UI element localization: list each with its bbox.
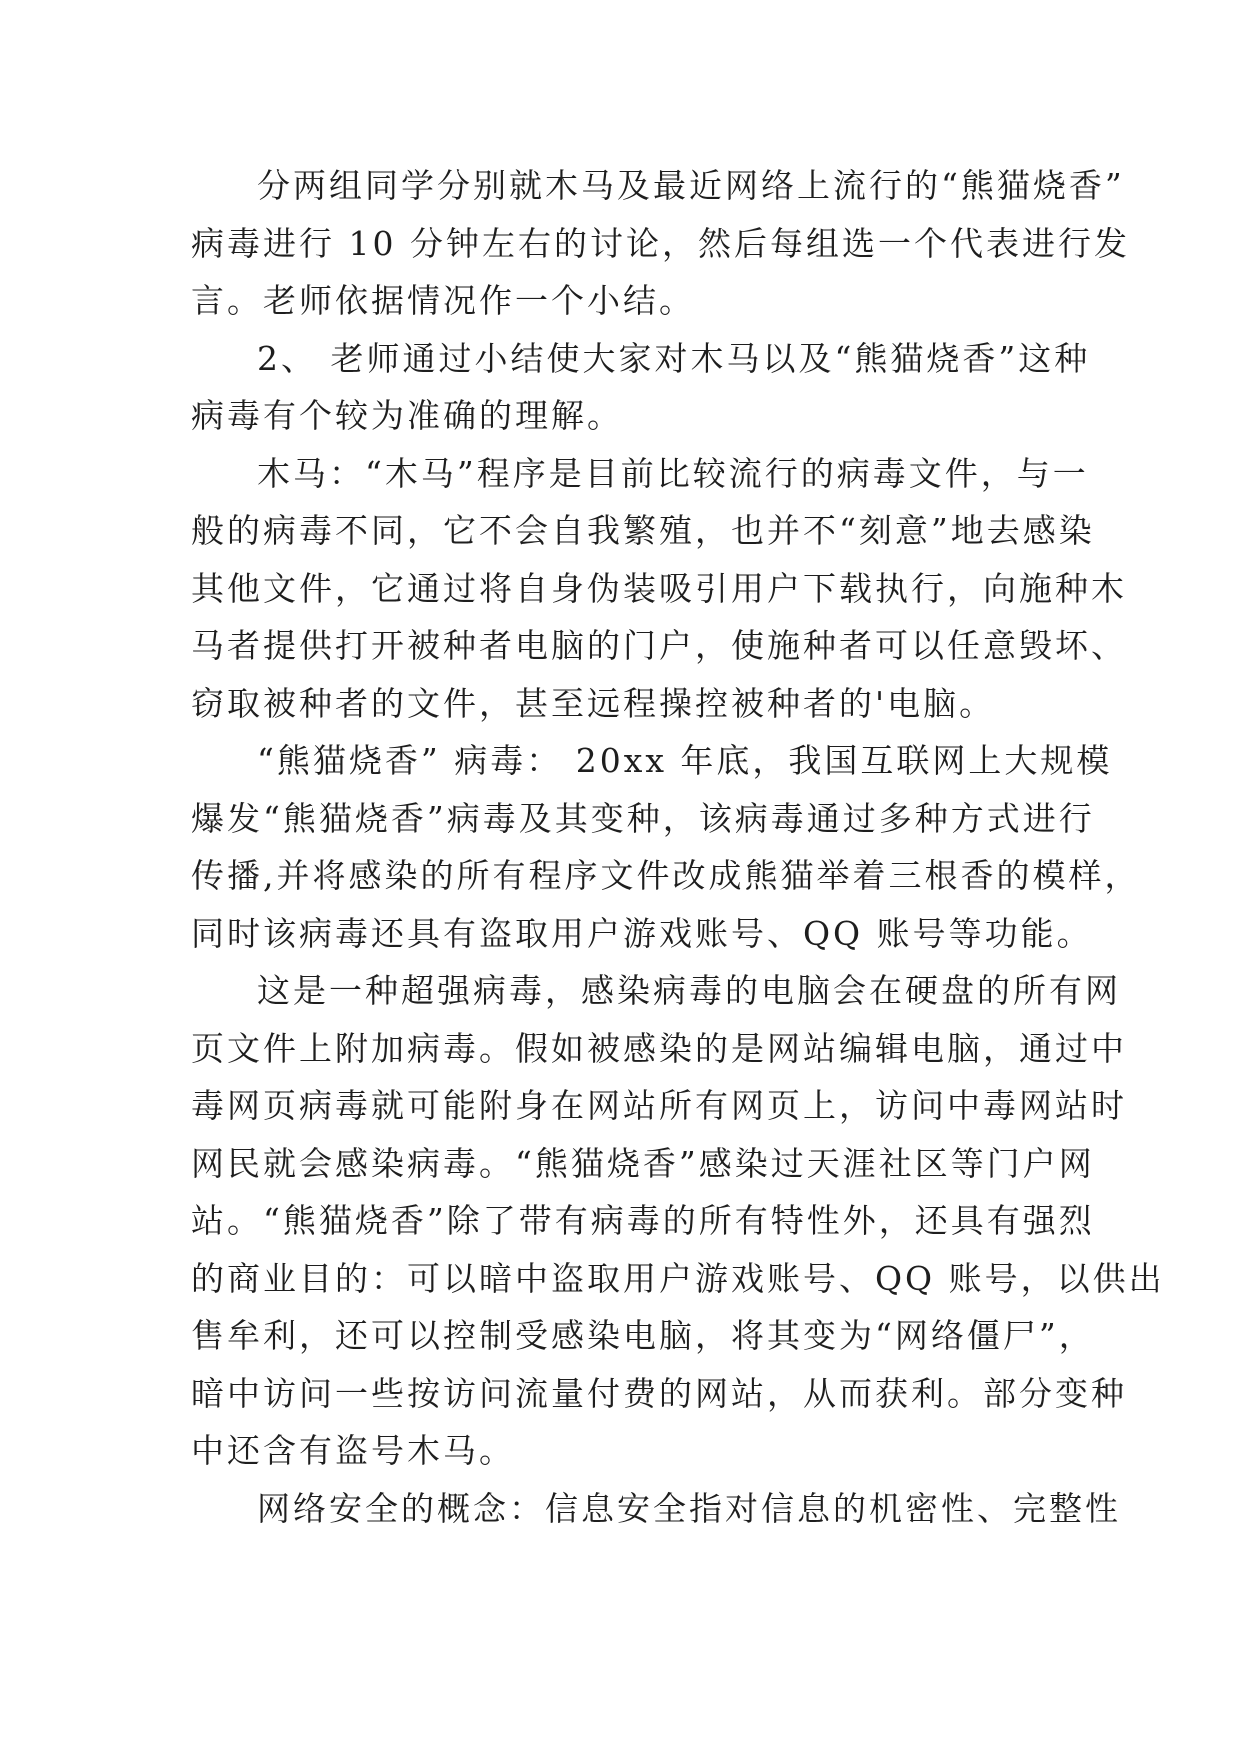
body-text bbox=[191, 157, 1165, 1537]
paragraph bbox=[191, 962, 1165, 1480]
text-line: 的商业目的：可以暗中盗取用户游戏账号、QQ 账号，以供出 bbox=[191, 1258, 1165, 1298]
text-line: 传播,并将感染的所有程序文件改成熊猫举着三根香的模样， bbox=[191, 856, 1141, 895]
paragraph bbox=[191, 732, 1141, 962]
text-line: 病毒进行 10 分钟左右的讨论，然后每组选一个代表进行发 bbox=[191, 223, 1130, 263]
text-line: 这是一种超强病毒，感染病毒的电脑会在硬盘的所有网 bbox=[257, 971, 1121, 1010]
text-line: 木马：“木马”程序是目前比较流行的病毒文件，与一 bbox=[257, 453, 1089, 493]
text-line: 马者提供打开被种者电脑的门户，使施种者可以任意毁坏、 bbox=[191, 626, 1127, 665]
paragraph bbox=[191, 1480, 1121, 1538]
text-line: 其他文件，它通过将自身伪装吸引用户下载执行，向施种木 bbox=[191, 568, 1127, 608]
text-line: 窃取被种者的文件，甚至远程操控被种者的'电脑。 bbox=[191, 683, 996, 723]
text-line: 2、 老师通过小结使大家对木马以及“熊猫烧香”这种 bbox=[257, 338, 1091, 378]
text-line: 网民就会感染病毒。“熊猫烧香”感染过天涯社区等门户网 bbox=[191, 1143, 1095, 1183]
text-line: 言。老师依据情况作一个小结。 bbox=[191, 281, 695, 320]
text-line: 同时该病毒还具有盗取用户游戏账号、QQ 账号等功能。 bbox=[191, 913, 1093, 953]
text-line: 站。“熊猫烧香”除了带有病毒的所有特性外，还具有强烈 bbox=[191, 1201, 1095, 1240]
text-line: 毒网页病毒就可能附身在网站所有网页上，访问中毒网站时 bbox=[191, 1086, 1127, 1125]
text-line: 病毒有个较为准确的理解。 bbox=[191, 396, 623, 435]
text-line: 暗中访问一些按访问流量付费的网站，从而获利。部分变种 bbox=[191, 1373, 1127, 1413]
paragraph bbox=[191, 157, 1130, 330]
text-line: “熊猫烧香” 病毒： 20xx 年底，我国互联网上大规模 bbox=[257, 741, 1113, 780]
text-line: 售牟利，还可以控制受感染电脑，将其变为“网络僵尸”， bbox=[191, 1316, 1095, 1355]
text-line: 页文件上附加病毒。假如被感染的是网站编辑电脑，通过中 bbox=[191, 1028, 1127, 1068]
text-line: 爆发“熊猫烧香”病毒及其变种，该病毒通过多种方式进行 bbox=[191, 798, 1095, 838]
text-line: 网络安全的概念：信息安全指对信息的机密性、完整性 bbox=[257, 1488, 1121, 1528]
paragraph bbox=[191, 445, 1127, 733]
text-line: 般的病毒不同，它不会自我繁殖，也并不“刻意”地去感染 bbox=[191, 511, 1095, 550]
text-line: 分两组同学分别就木马及最近网络上流行的“熊猫烧香” bbox=[257, 166, 1125, 205]
text-line: 中还含有盗号木马。 bbox=[191, 1431, 515, 1470]
paragraph bbox=[191, 330, 1091, 445]
